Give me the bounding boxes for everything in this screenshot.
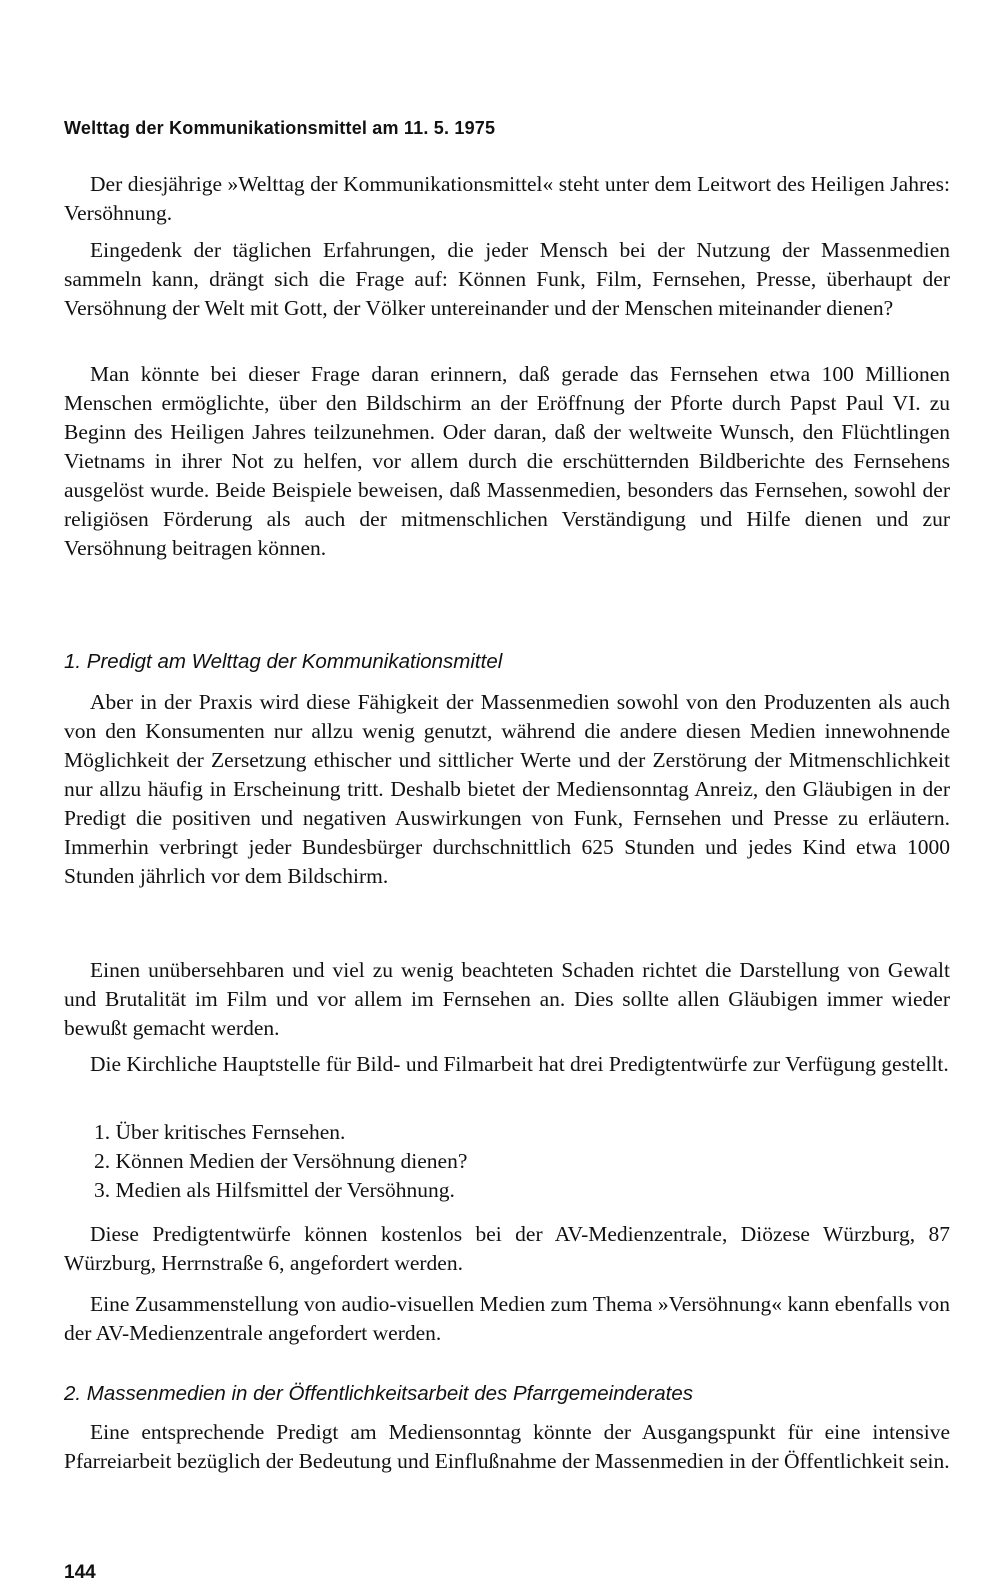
list-item: 1. Über kritisches Fernsehen. — [94, 1120, 346, 1144]
paragraph-drafts: Die Kirchliche Hauptstelle für Bild- und Filmarbeit hat drei Predigtentwürfe zur Verfügung gestellt. — [90, 1052, 949, 1076]
paragraph-compilation: Eine Zusammenstellung von audio-visuellen Medien zum Thema »Versöhnung« kann ebenfalls von der AV-Medienzentrale angefordert werden. — [64, 1292, 950, 1345]
article-title: Welttag der Kommunikationsmittel am 11. 5. 1975 — [64, 118, 496, 138]
document-page — [64, 0, 950, 1592]
section-heading-1: 1. Predigt am Welttag der Kommunikationsmittel — [64, 650, 503, 673]
paragraph-intro: Der diesjährige »Welttag der Kommunikationsmittel« steht unter dem Leitwort des Heiligen Jahres: Versöhnung. — [64, 172, 950, 225]
paragraph-practice: Aber in der Praxis wird diese Fähigkeit der Massenmedien sowohl von den Produzenten als auch von den Konsumenten nur allzu wenig genutzt, während die andere diesen Medien innewohnende Möglichkeit der Zersetzung ethischer und sittlicher Werte und der Zerstörung der Mitmenschlichkeit nur allzu häufig in Erscheinung tritt. Deshalb bietet der Mediensonntag Anreiz, den Gläubigen in der Predigt die positiven und negativen Auswirkungen von Funk, Fernsehen und Presse zu erläutern. Immerhin verbringt jeder Bundesbürger durchschnittlich 625 Stunden und jedes Kind etwa 1000 Stunden jährlich vor dem Bildschirm. — [64, 690, 950, 888]
paragraph-order: Diese Predigtentwürfe können kostenlos bei der AV-Medienzentrale, Diözese Würzburg, 87 Würzburg, Herrnstraße 6, angefordert werden. — [64, 1222, 950, 1275]
paragraph-question: Eingedenk der täglichen Erfahrungen, die jeder Mensch bei der Nutzung der Massenmedien sammeln kann, drängt sich die Frage auf: Können Funk, Film, Fernsehen, Presse, überhaupt der Versöhnung der Welt mit Gott, der Völker untereinander und der Menschen miteinander dienen? — [64, 238, 950, 320]
paragraph-parish: Eine entsprechende Predigt am Mediensonntag könnte der Ausgangspunkt für eine intensive Pfarreiarbeit bezüglich der Bedeutung und Einflußnahme der Massenmedien in der Öffentlichkeit sein. — [64, 1420, 950, 1473]
section-heading-2: 2. Massenmedien in der Öffentlichkeitsarbeit des Pfarrgemeinderates — [64, 1382, 693, 1405]
page-number: 144 — [64, 1562, 96, 1583]
paragraph-examples: Man könnte bei dieser Frage daran erinnern, daß gerade das Fernsehen etwa 100 Millionen Menschen ermöglichte, über den Bildschirm an der Eröffnung der Pforte durch Papst Paul VI. zu Beginn des Heiligen Jahres teilzunehmen. Oder daran, daß der weltweite Wunsch, den Flüchtlingen Vietnams in ihrer Not zu helfen, vor allem durch die erschütternden Bildberichte des Fernsehens ausgelöst wurde. Beide Beispiele beweisen, daß Massenmedien, besonders das Fernsehen, sowohl der religiösen Förderung als auch der mitmenschlichen Verständigung und Hilfe dienen und zur Versöhnung beitragen können. — [64, 362, 950, 560]
paragraph-violence: Einen unübersehbaren und viel zu wenig beachteten Schaden richtet die Darstellung von Gewalt und Brutalität im Film und vor allem im Fernsehen an. Dies sollte allen Gläubigen immer wieder bewußt gemacht werden. — [64, 958, 950, 1040]
list-item: 3. Medien als Hilfsmittel der Versöhnung. — [94, 1178, 455, 1202]
draft-list — [94, 1118, 467, 1205]
list-item: 2. Können Medien der Versöhnung dienen? — [94, 1149, 468, 1173]
